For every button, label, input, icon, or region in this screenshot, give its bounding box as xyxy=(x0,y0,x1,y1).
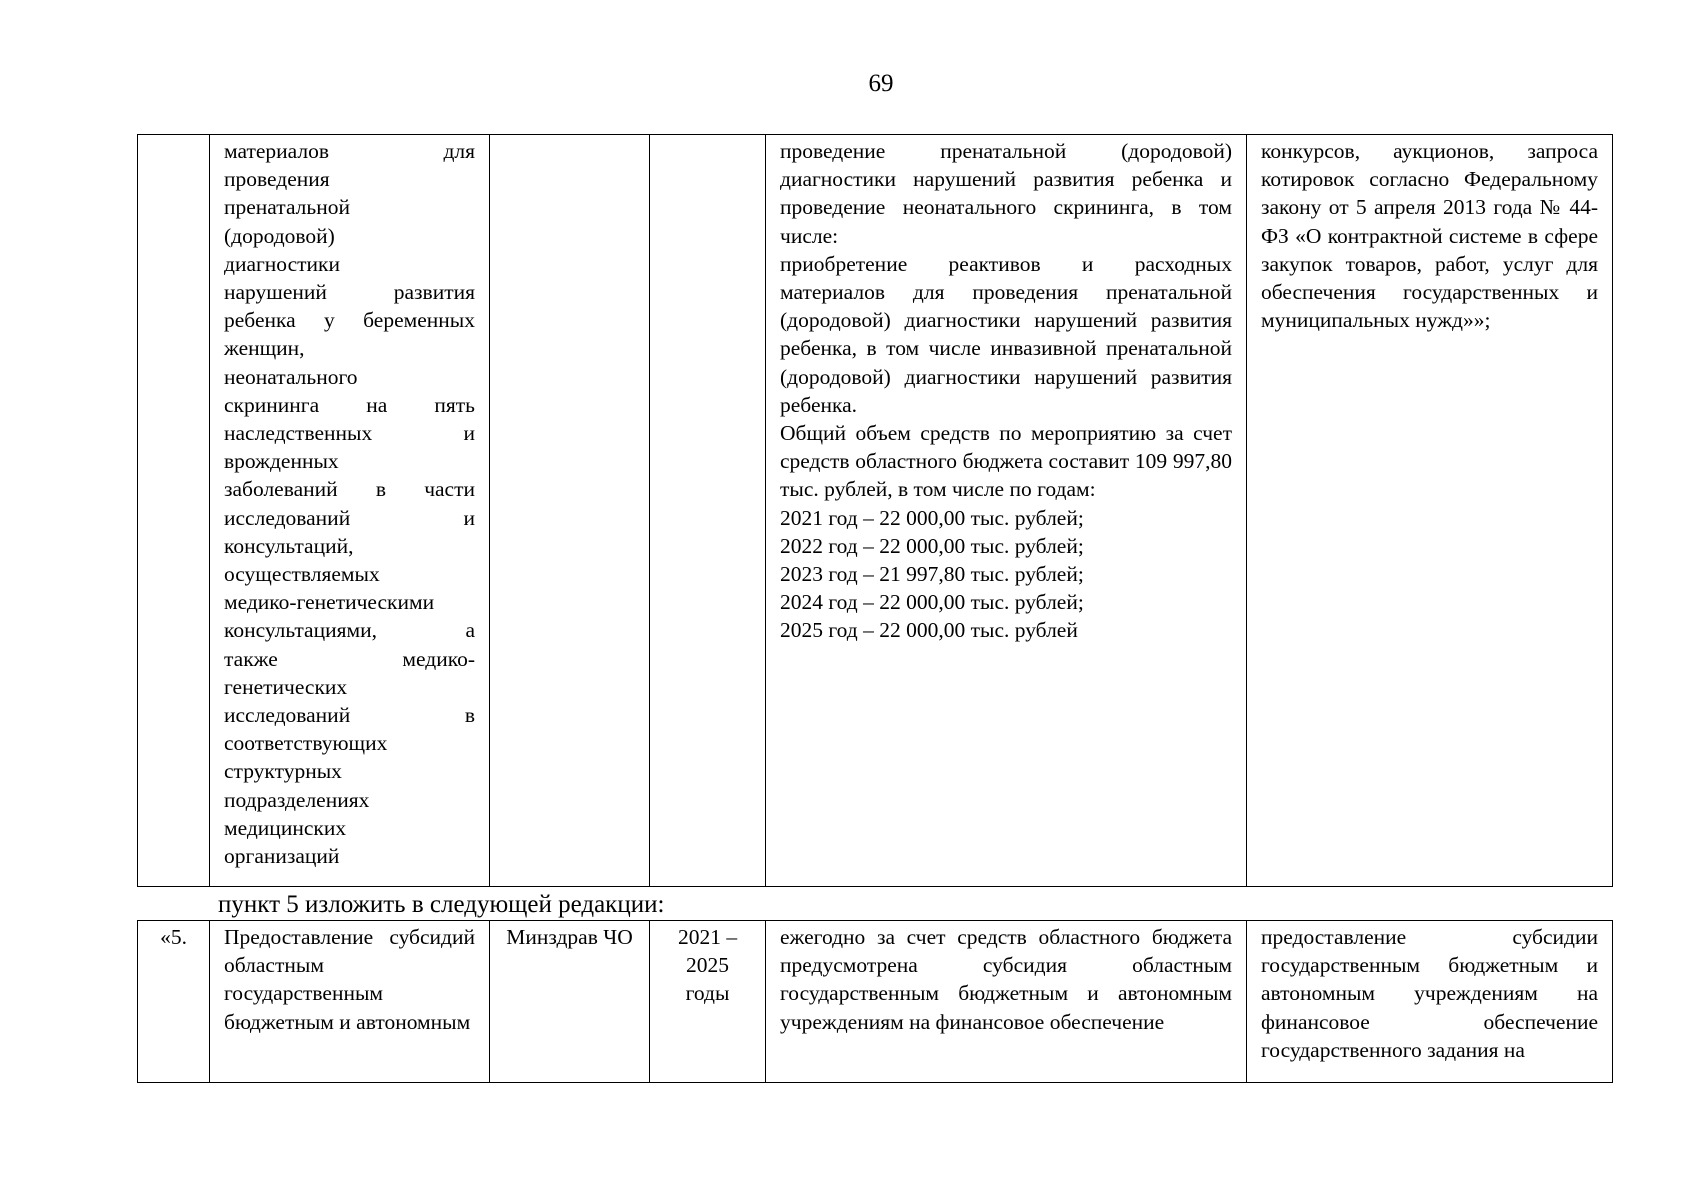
year-line: 2021 год – 22 000,00 тыс. рублей; xyxy=(780,505,1084,530)
name-line: медико-генетическими xyxy=(224,590,435,615)
name-line: пренатальной xyxy=(224,195,350,220)
term-cell xyxy=(650,921,766,1083)
table-row xyxy=(138,135,1613,887)
name-line: ребенка у беременных xyxy=(224,308,475,333)
name-line: женщин, xyxy=(224,336,305,361)
name-line: структурных xyxy=(224,759,342,784)
measures-table-item-5 xyxy=(137,920,1613,1083)
year-line: 2023 год – 21 997,80 тыс. рублей; xyxy=(780,562,1084,587)
term-line: 2025 xyxy=(686,953,729,978)
measure-name-cell: Предоставление субсидий областным государственным бюджетным и автономным xyxy=(210,921,490,1083)
year-line: 2022 год – 22 000,00 тыс. рублей; xyxy=(780,533,1084,558)
name-line: консультациями, а xyxy=(224,618,475,643)
name-line: осуществляемых xyxy=(224,562,380,587)
name-line: организаций xyxy=(224,844,340,869)
name-line: консультаций, xyxy=(224,533,354,558)
year-line: 2024 год – 22 000,00 тыс. рублей; xyxy=(780,590,1084,615)
name-line: генетических xyxy=(224,674,348,699)
name-line: исследований в xyxy=(224,703,475,728)
name-line: исследований и xyxy=(224,505,475,530)
name-line: нарушений развития xyxy=(224,280,475,305)
name-line: врожденных xyxy=(224,449,339,474)
measures-table-continuation xyxy=(137,134,1613,887)
name-line: неонатального xyxy=(224,364,358,389)
result-text: конкурсов, аукционов, запроса котировок согласно Федеральному закону от 5 апреля 2013 года № 44-ФЗ «О контрактной системе в сфере закупок товаров, работ, услуг для обеспечения государственных и муниципальных нужд»»; xyxy=(1261,139,1598,333)
name-line: соответствующих xyxy=(224,731,388,756)
table-row xyxy=(138,921,1613,1083)
number-cell: «5. xyxy=(138,921,210,1083)
name-line: скрининга на пять xyxy=(224,392,475,417)
term-line: годы xyxy=(685,981,730,1006)
name-line: медицинских xyxy=(224,815,347,840)
term-line: 2021 – xyxy=(677,925,738,949)
description-cell: ежегодно за счет средств областного бюджета предусмотрена субсидия областным государственным бюджетным и автономным учреждениям на финансовое обеспечение xyxy=(766,921,1247,1083)
name-line: заболеваний в части xyxy=(224,477,475,502)
description-total: Общий объем средств по мероприятию за счет средств областного бюджета составит 109 997,80 тыс. рублей, в том числе по годам: xyxy=(780,421,1232,502)
executor-cell xyxy=(490,135,650,887)
number-cell xyxy=(138,135,210,887)
year-line: 2025 год – 22 000,00 тыс. рублей xyxy=(780,618,1078,643)
name-line: диагностики xyxy=(224,251,340,276)
page-number: 69 xyxy=(868,70,894,97)
name-line: проведения xyxy=(224,167,330,192)
name-line: материалов для xyxy=(224,139,475,163)
executor-cell: Минздрав ЧО xyxy=(490,921,650,1083)
amendment-instruction: пункт 5 изложить в следующей редакции: xyxy=(218,891,665,918)
name-line: также медико- xyxy=(224,646,475,671)
term-cell xyxy=(650,135,766,887)
name-line: наследственных и xyxy=(224,421,475,446)
result-cell: предоставление субсидии государственным бюджетным и автономным учреждениям на финансовое обеспечение государственного задания на xyxy=(1247,921,1613,1083)
description-intro: проведение пренатальной (дородовой) диагностики нарушений развития ребенка и проведение неонатального скрининга, в том числе: xyxy=(780,139,1232,248)
description-item: приобретение реактивов и расходных материалов для проведения пренатальной (дородовой) диагностики нарушений развития ребенка, в том числе инвазивной пренатальной (дородовой) диагностики нарушений развития ребенка. xyxy=(780,251,1232,417)
description-cell xyxy=(766,135,1247,887)
measure-name-cell xyxy=(210,135,490,887)
name-line: подразделениях xyxy=(224,787,370,812)
name-line: (дородовой) xyxy=(224,223,335,248)
result-cell xyxy=(1247,135,1613,887)
